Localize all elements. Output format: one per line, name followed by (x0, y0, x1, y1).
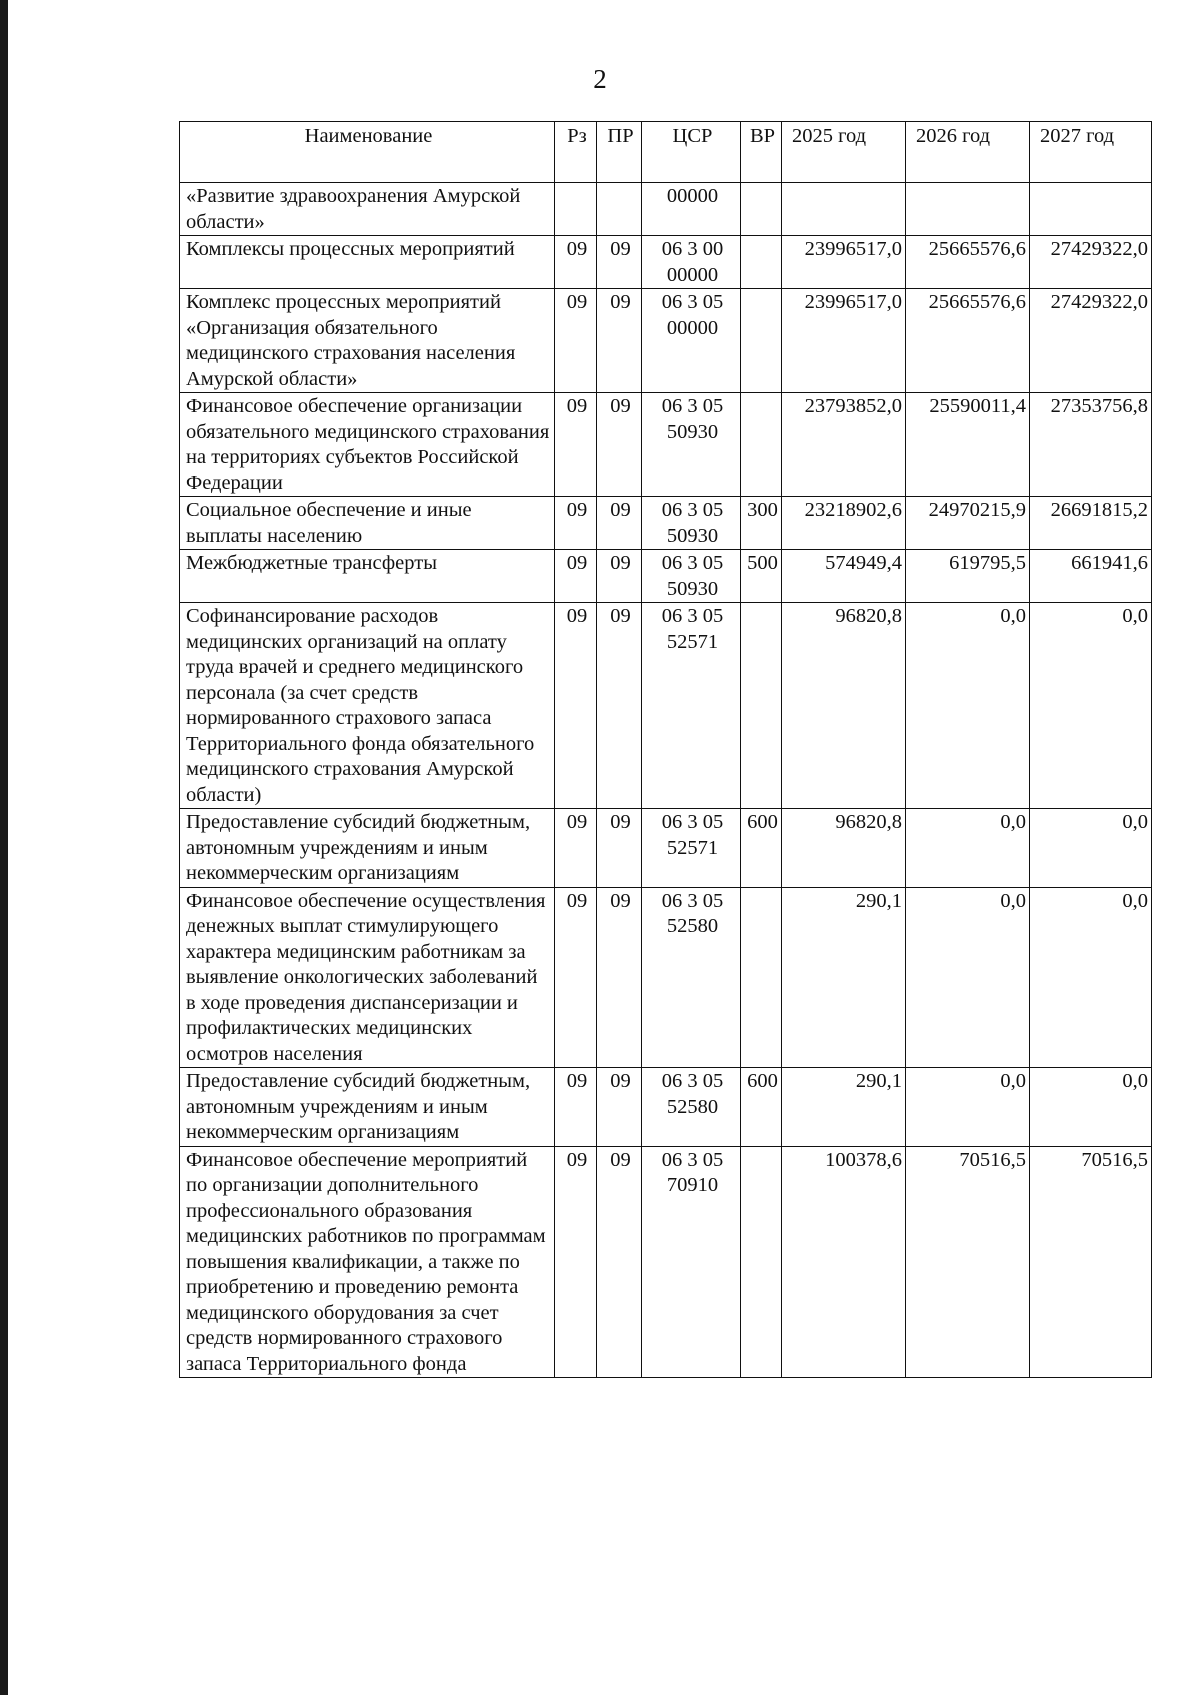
row-2025: 23996517,0 (782, 236, 906, 289)
row-2026 (906, 183, 1030, 236)
row-name: Финансовое обеспечение осуществления денежных выплат стимулирующего характера медицинским работникам за выявление онкологических заболеваний в ходе проведения диспансеризации и профилактических медицинских осмотров населения (180, 887, 555, 1068)
row-2025: 100378,6 (782, 1146, 906, 1378)
row-2026: 70516,5 (906, 1146, 1030, 1378)
row-2025 (782, 183, 906, 236)
row-csr: 06 3 05 70910 (642, 1146, 741, 1378)
row-2027 (1030, 183, 1152, 236)
row-vr (741, 393, 782, 497)
row-name: Комплекс процессных мероприятий «Организация обязательного медицинского страхования населения Амурской области» (180, 289, 555, 393)
row-vr (741, 236, 782, 289)
row-csr: 06 3 05 50930 (642, 550, 741, 603)
row-2025: 23996517,0 (782, 289, 906, 393)
row-pr: 09 (597, 887, 642, 1068)
row-vr: 600 (741, 809, 782, 888)
row-2027: 0,0 (1030, 809, 1152, 888)
row-name: Софинансирование расходов медицинских организаций на оплату труда врачей и среднего медицинского персонала (за счет средств нормированного страхового запаса Территориального фонда обязательного медицинского страхования Амурской области) (180, 603, 555, 809)
row-pr: 09 (597, 236, 642, 289)
row-pr: 09 (597, 809, 642, 888)
row-name: Финансовое обеспечение мероприятий по организации дополнительного профессионального образования медицинских работников по программам повышения квалификации, а также по приобретению и проведению ремонта медицинского оборудования за счет средств нормированного страхового запаса Территориального фонда (180, 1146, 555, 1378)
row-2025: 574949,4 (782, 550, 906, 603)
row-2025: 96820,8 (782, 603, 906, 809)
header-name: Наименование (180, 122, 555, 183)
table-row (180, 550, 1152, 603)
row-rz: 09 (555, 289, 597, 393)
row-name: Предоставление субсидий бюджетным, автономным учреждениям и иным некоммерческим организациям (180, 1068, 555, 1147)
row-2027: 26691815,2 (1030, 497, 1152, 550)
row-2026: 0,0 (906, 1068, 1030, 1147)
row-pr: 09 (597, 393, 642, 497)
row-csr: 06 3 05 52580 (642, 887, 741, 1068)
row-csr: 06 3 05 50930 (642, 497, 741, 550)
table-row (180, 809, 1152, 888)
row-rz: 09 (555, 809, 597, 888)
row-2025: 96820,8 (782, 809, 906, 888)
row-2027: 27429322,0 (1030, 236, 1152, 289)
table-row (180, 887, 1152, 1068)
table-row (180, 497, 1152, 550)
row-2026: 25665576,6 (906, 289, 1030, 393)
row-2027: 661941,6 (1030, 550, 1152, 603)
row-vr: 500 (741, 550, 782, 603)
header-2026: 2026 год (906, 122, 1030, 183)
row-2027: 0,0 (1030, 887, 1152, 1068)
row-rz: 09 (555, 550, 597, 603)
row-2026: 619795,5 (906, 550, 1030, 603)
table-row (180, 289, 1152, 393)
row-2025: 290,1 (782, 1068, 906, 1147)
row-csr: 06 3 00 00000 (642, 236, 741, 289)
row-2026: 25665576,6 (906, 236, 1030, 289)
row-rz: 09 (555, 1068, 597, 1147)
row-2026: 25590011,4 (906, 393, 1030, 497)
row-pr: 09 (597, 1068, 642, 1147)
budget-table (179, 121, 1152, 1378)
row-2025: 23218902,6 (782, 497, 906, 550)
table-row (180, 183, 1152, 236)
row-pr (597, 183, 642, 236)
header-2025: 2025 год (782, 122, 906, 183)
row-rz (555, 183, 597, 236)
header-vr: ВР (741, 122, 782, 183)
table-row (180, 236, 1152, 289)
row-csr: 00000 (642, 183, 741, 236)
row-rz: 09 (555, 887, 597, 1068)
row-vr (741, 1146, 782, 1378)
row-name: Межбюджетные трансферты (180, 550, 555, 603)
row-pr: 09 (597, 497, 642, 550)
row-csr: 06 3 05 50930 (642, 393, 741, 497)
header-csr: ЦСР (642, 122, 741, 183)
row-pr: 09 (597, 1146, 642, 1378)
row-vr: 600 (741, 1068, 782, 1147)
row-rz: 09 (555, 393, 597, 497)
row-csr: 06 3 05 52571 (642, 809, 741, 888)
table-row (180, 1068, 1152, 1147)
row-rz: 09 (555, 603, 597, 809)
row-pr: 09 (597, 550, 642, 603)
row-csr: 06 3 05 52571 (642, 603, 741, 809)
row-csr: 06 3 05 52580 (642, 1068, 741, 1147)
row-vr (741, 289, 782, 393)
row-vr: 300 (741, 497, 782, 550)
row-2025: 290,1 (782, 887, 906, 1068)
row-rz: 09 (555, 1146, 597, 1378)
row-csr: 06 3 05 00000 (642, 289, 741, 393)
row-2027: 70516,5 (1030, 1146, 1152, 1378)
row-2026: 0,0 (906, 603, 1030, 809)
table-row (180, 1146, 1152, 1378)
row-2025: 23793852,0 (782, 393, 906, 497)
header-pr: ПР (597, 122, 642, 183)
row-name: Финансовое обеспечение организации обязательного медицинского страхования на территориях субъектов Российской Федерации (180, 393, 555, 497)
row-2027: 27353756,8 (1030, 393, 1152, 497)
row-name: Комплексы процессных мероприятий (180, 236, 555, 289)
row-2026: 0,0 (906, 809, 1030, 888)
header-rz: Рз (555, 122, 597, 183)
row-name: «Развитие здравоохранения Амурской области» (180, 183, 555, 236)
row-2026: 0,0 (906, 887, 1030, 1068)
row-2026: 24970215,9 (906, 497, 1030, 550)
scan-left-edge (0, 0, 8, 1695)
table-row (180, 603, 1152, 809)
row-pr: 09 (597, 603, 642, 809)
header-2027: 2027 год (1030, 122, 1152, 183)
table-row (180, 393, 1152, 497)
row-2027: 27429322,0 (1030, 289, 1152, 393)
row-2027: 0,0 (1030, 1068, 1152, 1147)
row-rz: 09 (555, 236, 597, 289)
row-name: Социальное обеспечение и иные выплаты населению (180, 497, 555, 550)
row-vr (741, 887, 782, 1068)
row-vr (741, 183, 782, 236)
row-vr (741, 603, 782, 809)
row-pr: 09 (597, 289, 642, 393)
page-number: 2 (593, 64, 607, 94)
row-rz: 09 (555, 497, 597, 550)
row-name: Предоставление субсидий бюджетным, автономным учреждениям и иным некоммерческим организациям (180, 809, 555, 888)
row-2027: 0,0 (1030, 603, 1152, 809)
table-header-row (180, 122, 1152, 183)
